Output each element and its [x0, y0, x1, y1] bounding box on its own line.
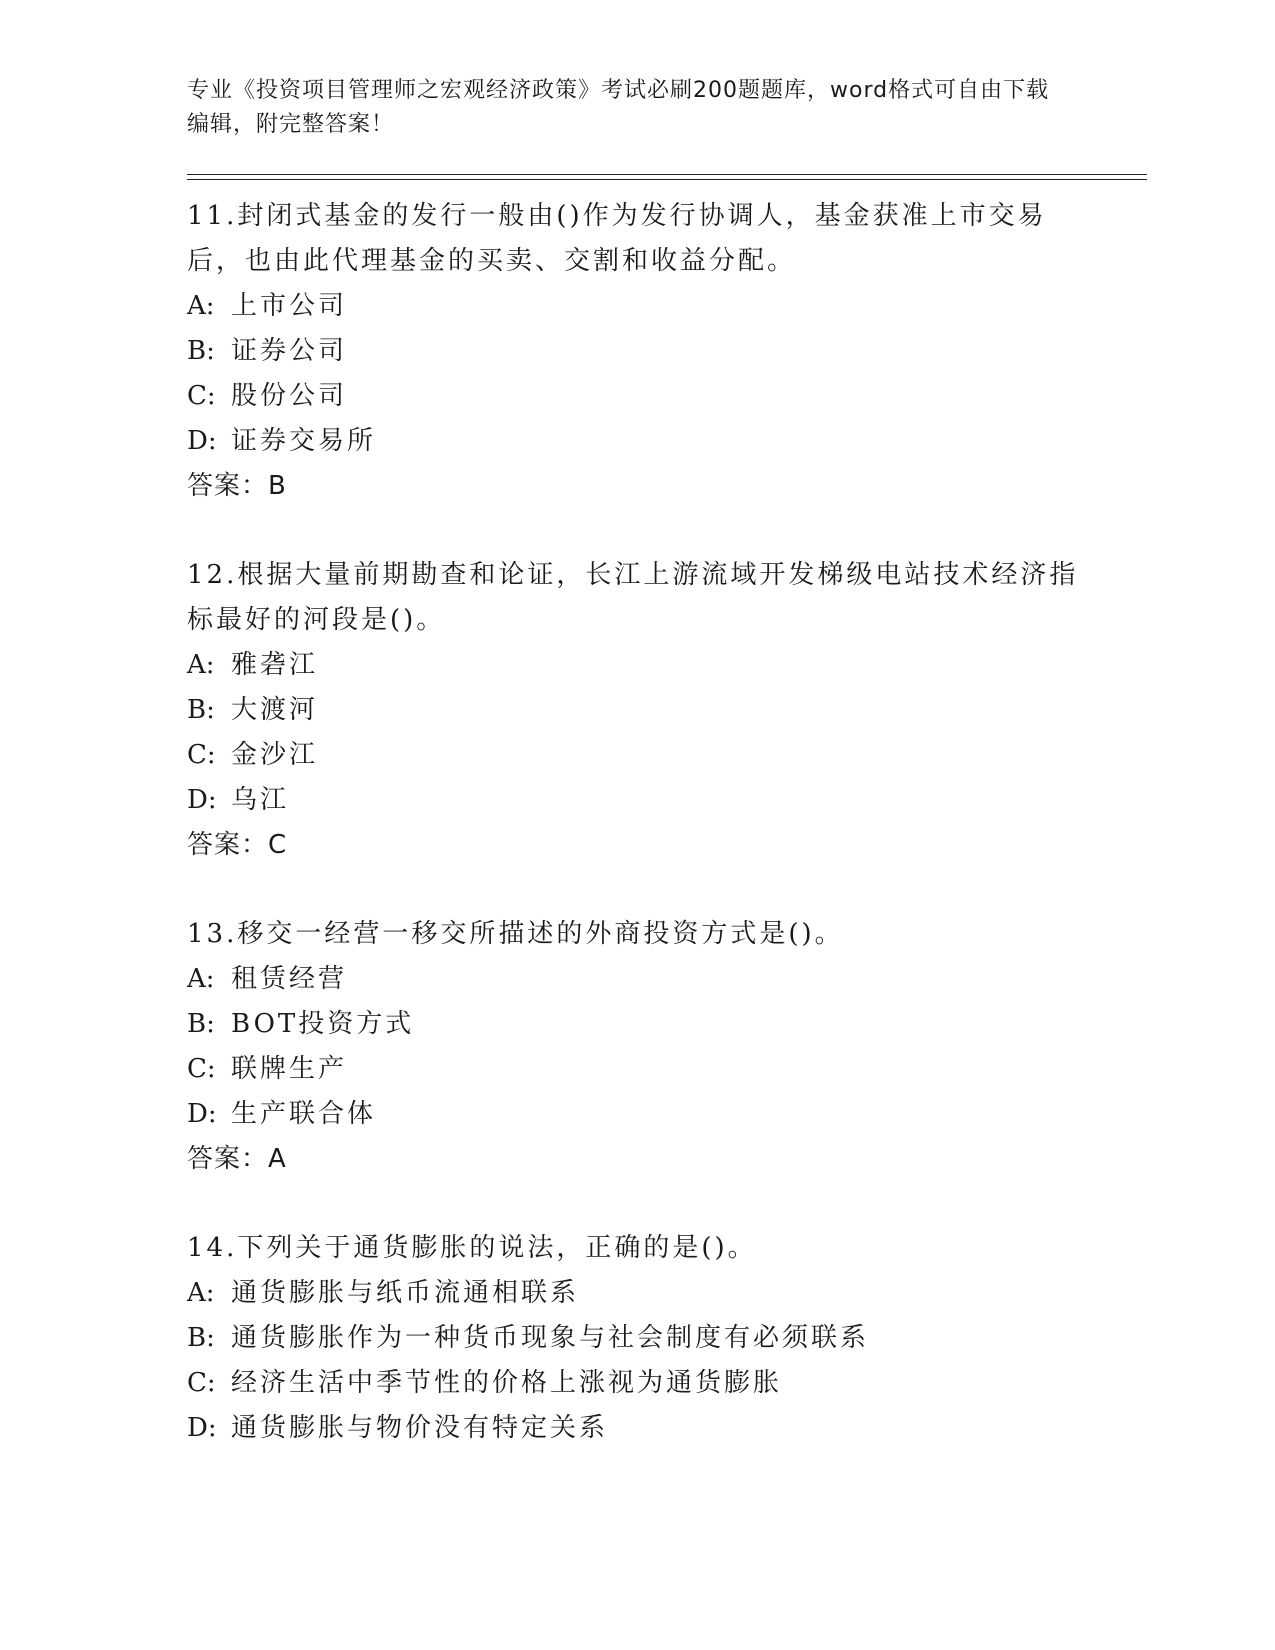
option-d	[187, 1406, 1147, 1451]
question-stem: 12.根据大量前期勘查和论证，长江上游流域开发梯级电站技术经济指标最好的河段是()。	[187, 560, 1079, 635]
double-divider	[187, 174, 1147, 180]
option-letter: A:	[187, 650, 215, 680]
option-letter: A:	[187, 291, 215, 321]
question-item	[187, 912, 1147, 1182]
option-letter: C:	[187, 1054, 216, 1084]
option-text: 通货膨胀与物价没有特定关系	[231, 1413, 609, 1443]
option-b	[187, 1316, 1147, 1361]
option-text: 通货膨胀作为一种货币现象与社会制度有必须联系	[231, 1323, 870, 1353]
option-a	[187, 957, 1147, 1002]
option-letter: B:	[187, 336, 215, 366]
option-letter: B:	[187, 1009, 215, 1039]
question-stem: 13.移交一经营一移交所描述的外商投资方式是()。	[187, 919, 844, 949]
option-text: BOT投资方式	[231, 1009, 415, 1039]
question-item	[187, 1226, 1147, 1451]
option-text: 联牌生产	[231, 1054, 348, 1084]
document-description: 专业《投资项目管理师之宏观经济政策》考试必刷200题题库，word格式可自由下载编辑，附完整答案！	[187, 78, 1050, 137]
question-item	[187, 553, 1147, 868]
option-c	[187, 1361, 1147, 1406]
option-letter: B:	[187, 695, 215, 725]
option-text: 股份公司	[231, 381, 348, 411]
option-c	[187, 733, 1147, 778]
option-text: 通货膨胀与纸币流通相联系	[231, 1278, 580, 1308]
option-letter: D:	[187, 1099, 217, 1129]
option-letter: D:	[187, 426, 217, 456]
option-letter: C:	[187, 381, 216, 411]
option-a	[187, 643, 1147, 688]
option-b	[187, 1002, 1147, 1047]
option-b	[187, 329, 1147, 374]
question-stem: 14.下列关于通货膨胀的说法，正确的是()。	[187, 1233, 757, 1263]
option-a	[187, 284, 1147, 329]
option-text: 雅砻江	[231, 650, 319, 680]
option-letter: C:	[187, 740, 216, 770]
option-text: 租赁经营	[231, 964, 348, 994]
option-letter: A:	[187, 964, 215, 994]
answer-label: 答案：A	[187, 1144, 287, 1174]
option-text: 上市公司	[231, 291, 348, 321]
option-text: 证券公司	[231, 336, 348, 366]
option-c	[187, 1047, 1147, 1092]
option-text: 金沙江	[231, 740, 319, 770]
option-b	[187, 688, 1147, 733]
option-text: 证券交易所	[231, 426, 377, 456]
option-c	[187, 374, 1147, 419]
answer-label: 答案：C	[187, 830, 288, 860]
option-d	[187, 778, 1147, 823]
answer-label: 答案：B	[187, 471, 287, 501]
option-letter: B:	[187, 1323, 215, 1353]
option-d	[187, 1092, 1147, 1137]
option-letter: D:	[187, 1413, 217, 1443]
option-text: 大渡河	[231, 695, 319, 725]
option-a	[187, 1271, 1147, 1316]
option-letter: A:	[187, 1278, 215, 1308]
option-d	[187, 419, 1147, 464]
option-text: 生产联合体	[231, 1099, 377, 1129]
question-stem: 11.封闭式基金的发行一般由()作为发行协调人，基金获准上市交易后，也由此代理基金的买卖、交割和收益分配。	[187, 201, 1047, 276]
question-item	[187, 194, 1147, 509]
option-letter: C:	[187, 1368, 216, 1398]
option-letter: D:	[187, 785, 217, 815]
option-text: 经济生活中季节性的价格上涨视为通货膨胀	[231, 1368, 783, 1398]
option-text: 乌江	[231, 785, 290, 815]
document-page	[187, 74, 1147, 1451]
